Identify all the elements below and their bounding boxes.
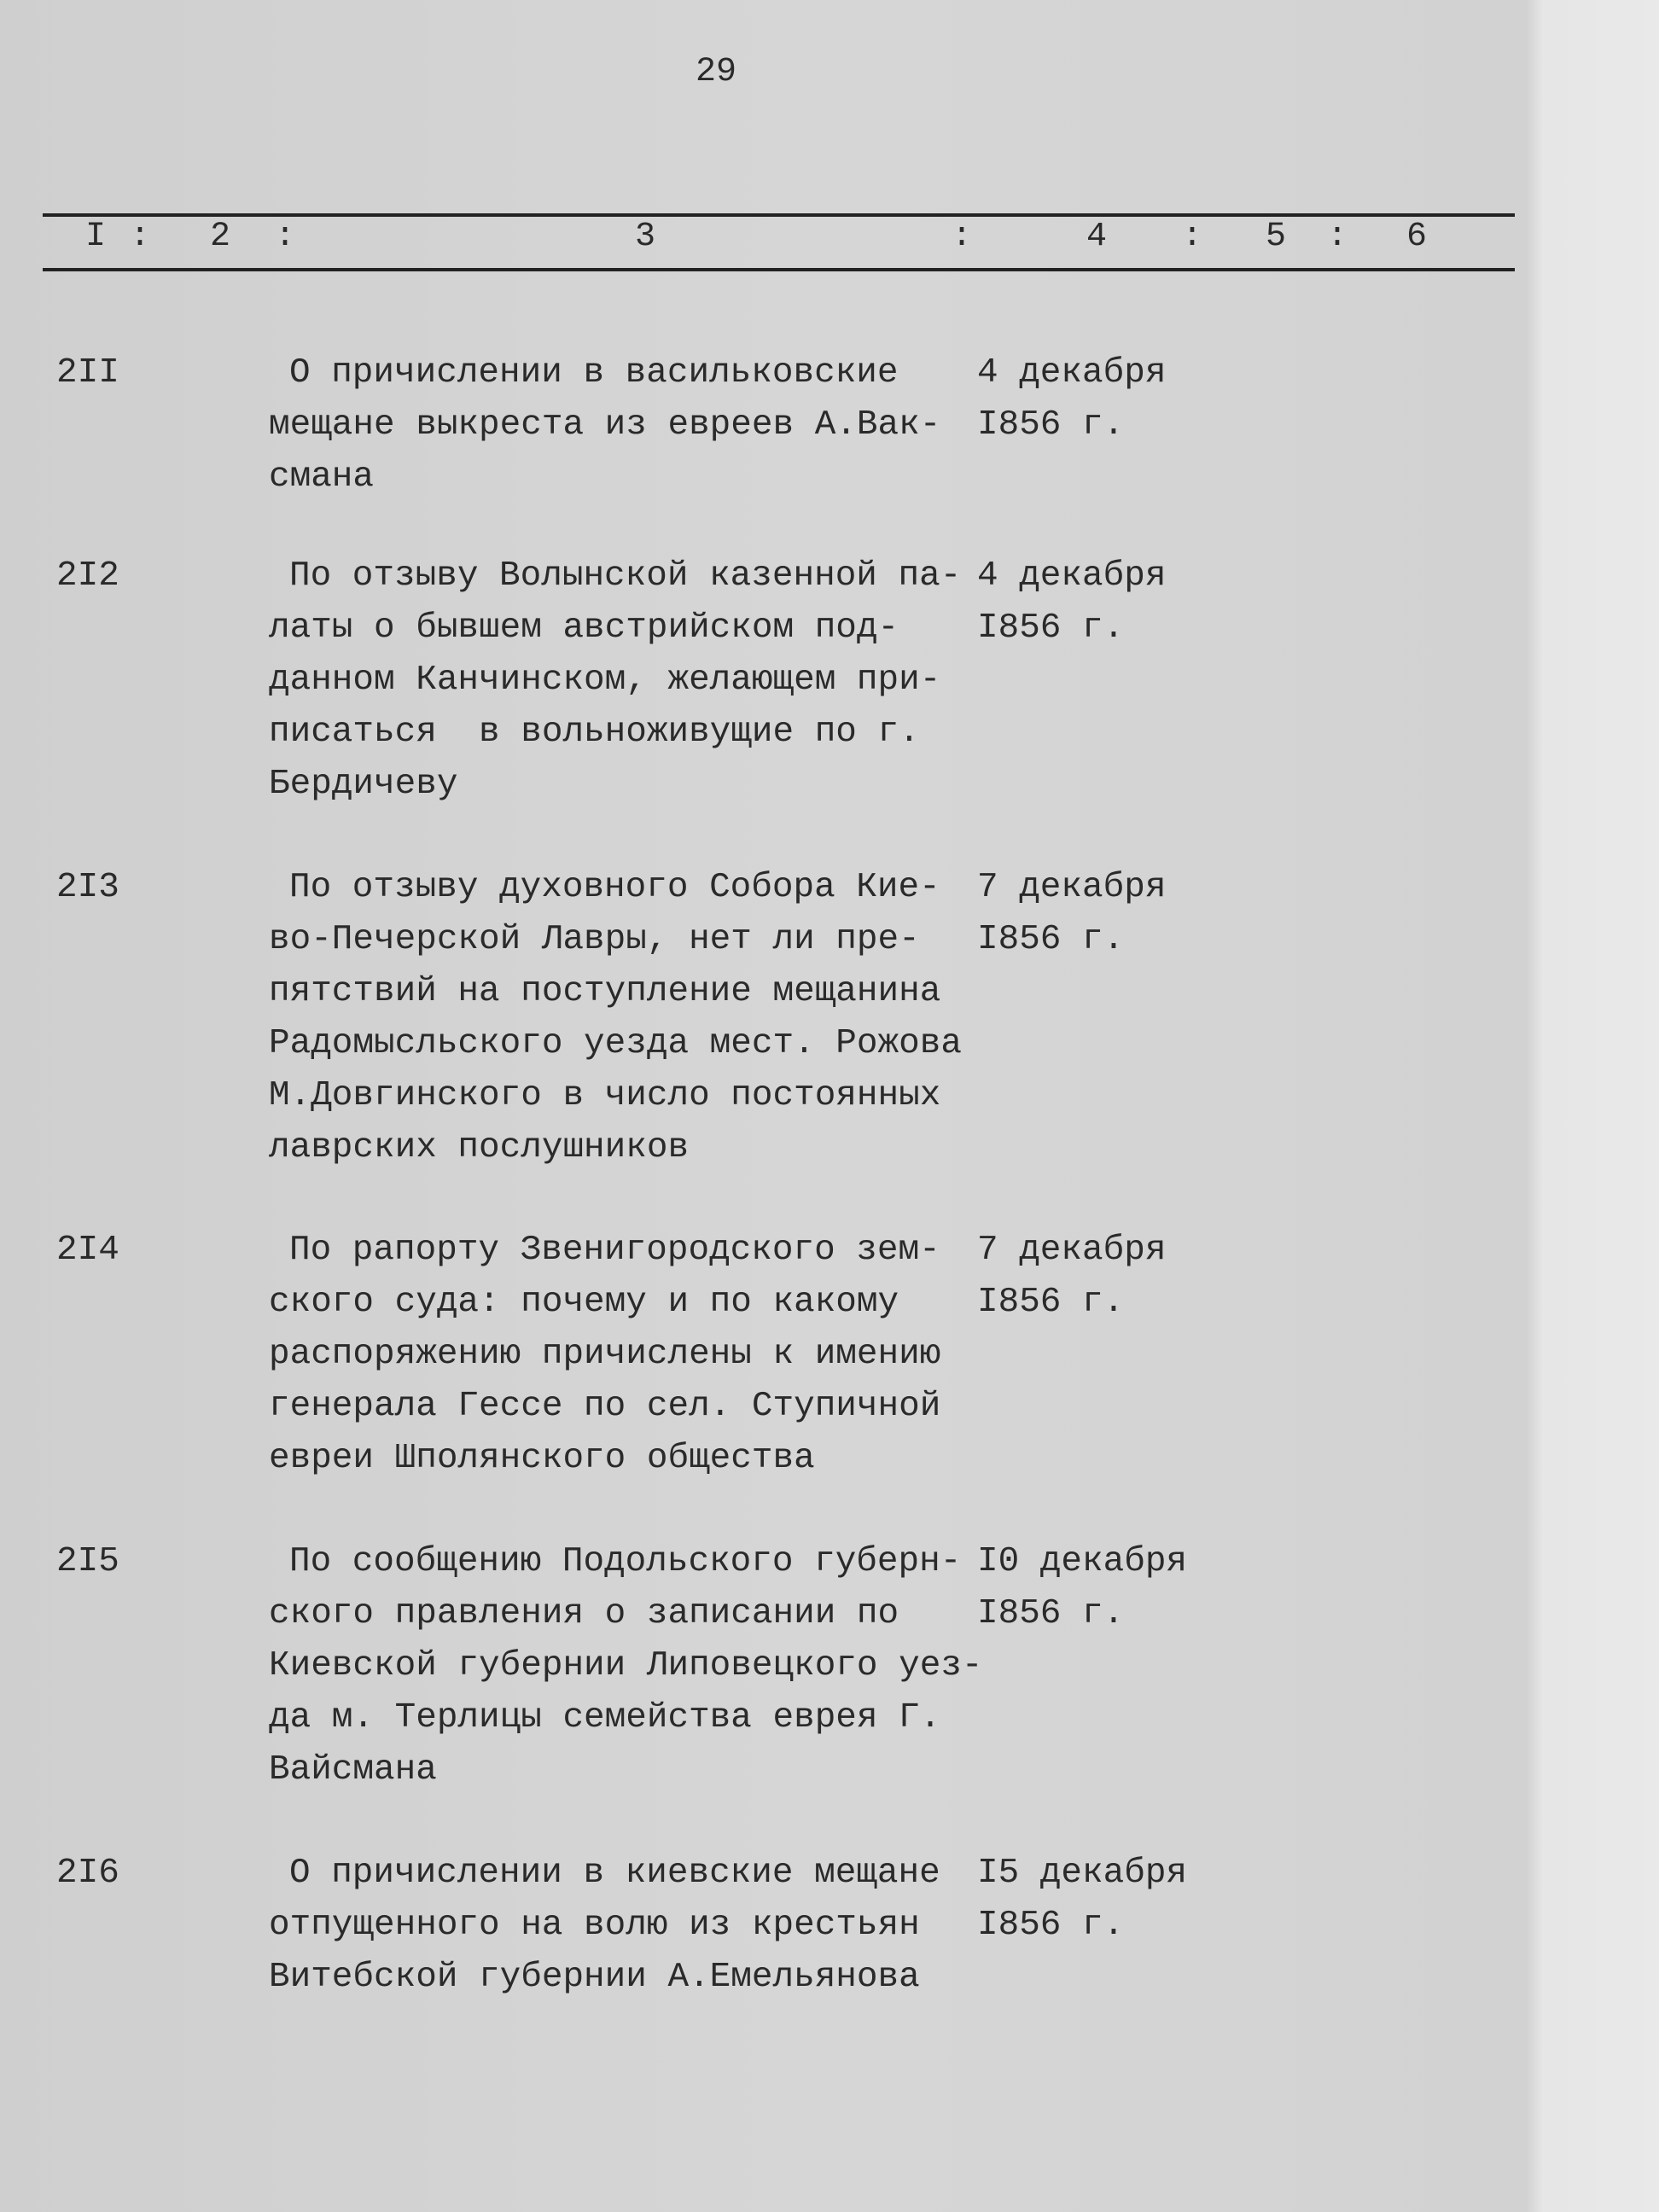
header-bottom-rule <box>43 268 1515 271</box>
date-line: I856 г. <box>977 405 1125 445</box>
description-line: мещане выкреста из евреев А.Вак- <box>269 405 941 445</box>
date-line: 4 декабря <box>977 556 1167 596</box>
column-separator: : <box>952 218 973 256</box>
description-line: да м. Терлицы семейства еврея Г. <box>269 1698 941 1738</box>
entry-description <box>269 550 961 811</box>
description-line: ского правления о записании по <box>269 1594 899 1633</box>
description-line: лаврских послушников <box>269 1128 690 1167</box>
entry-number: 2I3 <box>56 868 119 907</box>
entry-date <box>977 347 1166 451</box>
date-line: I856 г. <box>977 1283 1125 1322</box>
date-line: I5 декабря <box>977 1854 1188 1893</box>
column-header: 2 <box>210 218 231 256</box>
page-number: 29 <box>696 53 737 91</box>
description-line: По сообщению Подольского губерн- <box>289 1542 962 1581</box>
description-line: Киевской губернии Липовецкого уез- <box>269 1646 983 1685</box>
date-line: I856 г. <box>977 1906 1125 1945</box>
description-line: Радомысльского уезда мест. Рожова <box>269 1024 962 1063</box>
description-line: латы о бывшем австрийском под- <box>269 608 899 648</box>
description-line: евреи Шполянского общества <box>269 1439 815 1478</box>
description-line: генерала Гессе по сел. Ступичной <box>269 1387 941 1426</box>
column-header: 6 <box>1406 218 1428 256</box>
column-separator: : <box>275 218 296 256</box>
entry-number: 2I6 <box>56 1854 119 1893</box>
header-top-rule <box>43 213 1515 217</box>
entry-description <box>269 1536 983 1796</box>
column-header: 5 <box>1266 218 1287 256</box>
date-line: I0 декабря <box>977 1542 1188 1581</box>
entry-description <box>269 1848 940 2004</box>
entry-number: 2I4 <box>56 1231 119 1270</box>
description-line: О причислении в киевские мещане <box>289 1854 940 1893</box>
entry-date <box>977 1536 1187 1640</box>
date-line: I856 г. <box>977 920 1125 959</box>
description-line: О причислении в васильковские <box>289 353 899 393</box>
description-line: отпущенного на волю из крестьян <box>269 1906 920 1945</box>
date-line: 7 декабря <box>977 868 1167 907</box>
column-separator: : <box>1182 218 1203 256</box>
description-line: во-Печерской Лавры, нет ли пре- <box>269 920 920 959</box>
entry-date <box>977 862 1166 966</box>
column-header: I <box>85 218 107 256</box>
entry-description <box>269 347 940 504</box>
entry-description <box>269 1225 940 1485</box>
description-line: По отзыву Волынской казенной па- <box>289 556 962 596</box>
column-header: 4 <box>1086 218 1108 256</box>
entry-description <box>269 862 962 1174</box>
description-line: писаться в вольноживущие по г. <box>269 713 920 752</box>
entry-number: 2I5 <box>56 1542 119 1581</box>
entry-date <box>977 550 1166 655</box>
column-separator: : <box>1327 218 1348 256</box>
description-line: ского суда: почему и по какому <box>269 1283 899 1322</box>
entry-date <box>977 1848 1187 1952</box>
description-line: пятствий на поступление мещанина <box>269 972 941 1011</box>
date-line: I856 г. <box>977 1594 1125 1633</box>
description-line: распоряжению причислены к имению <box>269 1335 941 1374</box>
description-line: Бердичеву <box>269 765 458 804</box>
date-line: I856 г. <box>977 608 1125 648</box>
description-line: смана <box>269 457 375 497</box>
description-line: М.Довгинского в число постоянных <box>269 1076 941 1115</box>
entry-number: 2I2 <box>56 556 119 596</box>
description-line: данном Канчинском, желающем при- <box>269 661 941 700</box>
column-header: 3 <box>635 218 656 256</box>
date-line: 4 декабря <box>977 353 1167 393</box>
description-line: По рапорту Звенигородского зем- <box>289 1231 940 1270</box>
description-line: По отзыву духовного Собора Кие- <box>289 868 940 907</box>
entry-number: 2II <box>56 353 119 393</box>
date-line: 7 декабря <box>977 1231 1167 1270</box>
entry-date <box>977 1225 1166 1329</box>
description-line: Вайсмана <box>269 1750 437 1790</box>
column-separator: : <box>130 218 151 256</box>
description-line: Витебской губернии А.Емельянова <box>269 1958 920 1997</box>
